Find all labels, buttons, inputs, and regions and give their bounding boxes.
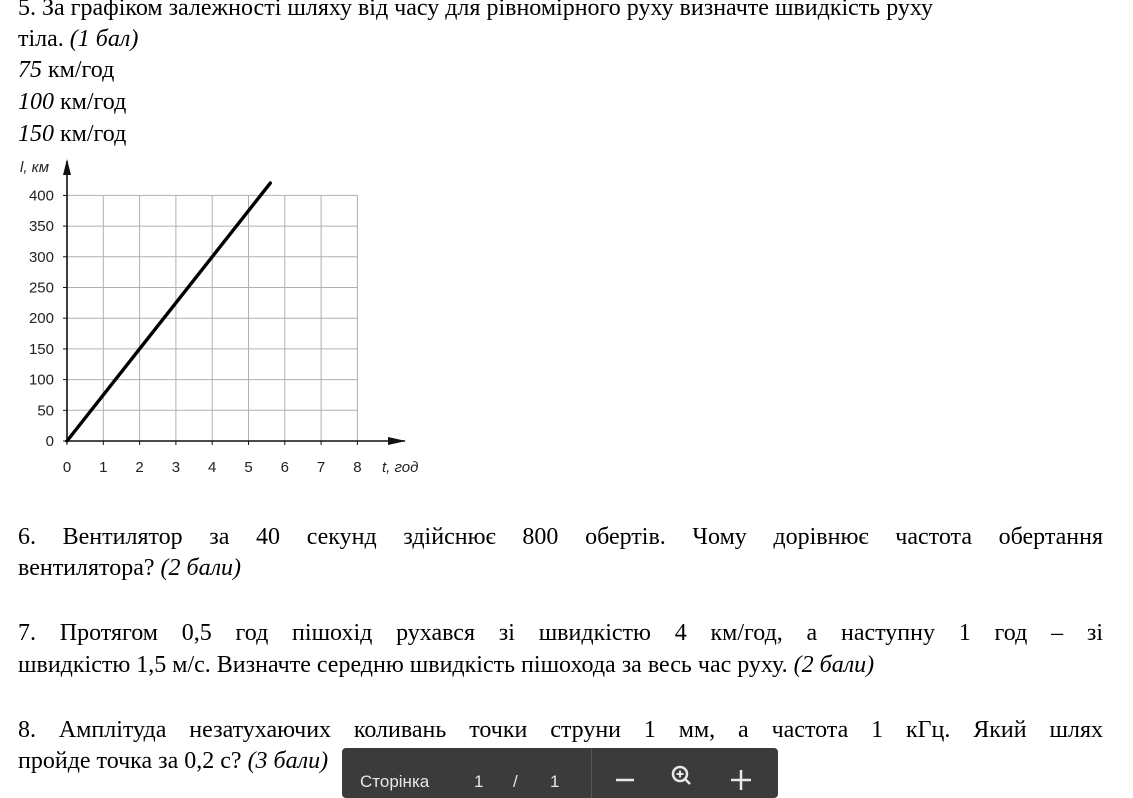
q5-option-3 — [18, 119, 126, 150]
q8-text: пройде точка за 0,2 с? — [18, 748, 248, 774]
q6-points: (2 бали) — [160, 555, 242, 581]
q5-option-1 — [18, 55, 114, 86]
x-tick-label: 5 — [244, 459, 253, 476]
minus-icon — [610, 762, 640, 792]
zoom-out-button[interactable] — [610, 762, 640, 792]
x-tick-label: 1 — [99, 459, 108, 476]
page-label: Сторінка — [360, 772, 430, 791]
distance-time-chart — [0, 155, 440, 485]
zoom-reset-button[interactable] — [666, 762, 696, 792]
toolbar-divider — [591, 748, 592, 798]
plus-icon — [726, 762, 756, 792]
x-axis-title: t, год — [382, 459, 419, 476]
q8-points: (3 бали) — [247, 748, 329, 774]
y-axis-arrow — [63, 159, 71, 175]
option-value: 100 — [18, 89, 54, 115]
q7-points: (2 бали) — [793, 652, 875, 678]
option-value: 150 — [18, 121, 54, 147]
q7-line2 — [18, 650, 874, 681]
x-tick-label: 6 — [280, 459, 289, 476]
y-tick-label: 350 — [28, 218, 54, 236]
y-tick-label: 300 — [28, 248, 54, 266]
y-tick-label: 100 — [28, 371, 54, 389]
x-tick-label: 8 — [353, 459, 362, 476]
x-tick-label: 3 — [171, 459, 181, 476]
option-unit: км/год — [42, 57, 115, 83]
y-tick-label: 50 — [37, 402, 54, 420]
x-axis-arrow — [388, 437, 406, 445]
option-value: 75 — [18, 57, 42, 83]
pdf-toolbar — [342, 748, 778, 798]
q5-line2 — [18, 24, 138, 55]
q8-line2 — [18, 746, 328, 777]
option-unit: км/год — [54, 89, 127, 115]
total-pages: 1 — [550, 772, 560, 791]
x-tick-label: 4 — [208, 459, 217, 476]
q7-line1: 7. Протягом 0,5 год пішохід рухався зі швидкістю 4 км/год, а наступну 1 год – зі — [18, 620, 1103, 646]
current-page-input[interactable]: 1 — [474, 772, 484, 791]
q8-line1: 8. Амплітуда незатухаючих коливань точки струни 1 мм, а частота 1 кГц. Який шлях — [18, 717, 1103, 743]
q7-text: швидкістю 1,5 м/с. Визначте середню швидкість пішохода за весь час руху. — [18, 652, 794, 678]
y-axis-title: l, км — [20, 159, 50, 176]
x-tick-label: 2 — [135, 459, 144, 476]
q6-line1: 6. Вентилятор за 40 секунд здійснює 800 обертів. Чому дорівнює частота обертання — [18, 524, 1103, 550]
series-line — [67, 183, 270, 441]
option-unit: км/год — [54, 121, 127, 147]
q5-option-2 — [18, 87, 126, 118]
y-tick-label: 200 — [28, 310, 54, 328]
q5-points: (1 бал) — [69, 26, 139, 52]
zoom-in-button[interactable] — [726, 762, 756, 792]
y-tick-label: 150 — [28, 340, 54, 358]
y-tick-label: 400 — [28, 187, 54, 205]
page-separator: / — [513, 772, 518, 791]
y-tick-label: 0 — [45, 433, 54, 450]
x-tick-label: 7 — [316, 459, 326, 476]
q5-text: тіла. — [18, 26, 70, 52]
zoom-in-icon — [666, 762, 696, 792]
x-tick-label: 0 — [62, 459, 72, 476]
q6-text: вентилятора? — [18, 555, 161, 581]
y-tick-label: 250 — [28, 279, 54, 297]
q5-line1: 5. За графіком залежності шляху від часу для рівномірного руху визначте швидкість руху — [18, 0, 933, 21]
q6-line2 — [18, 553, 241, 584]
